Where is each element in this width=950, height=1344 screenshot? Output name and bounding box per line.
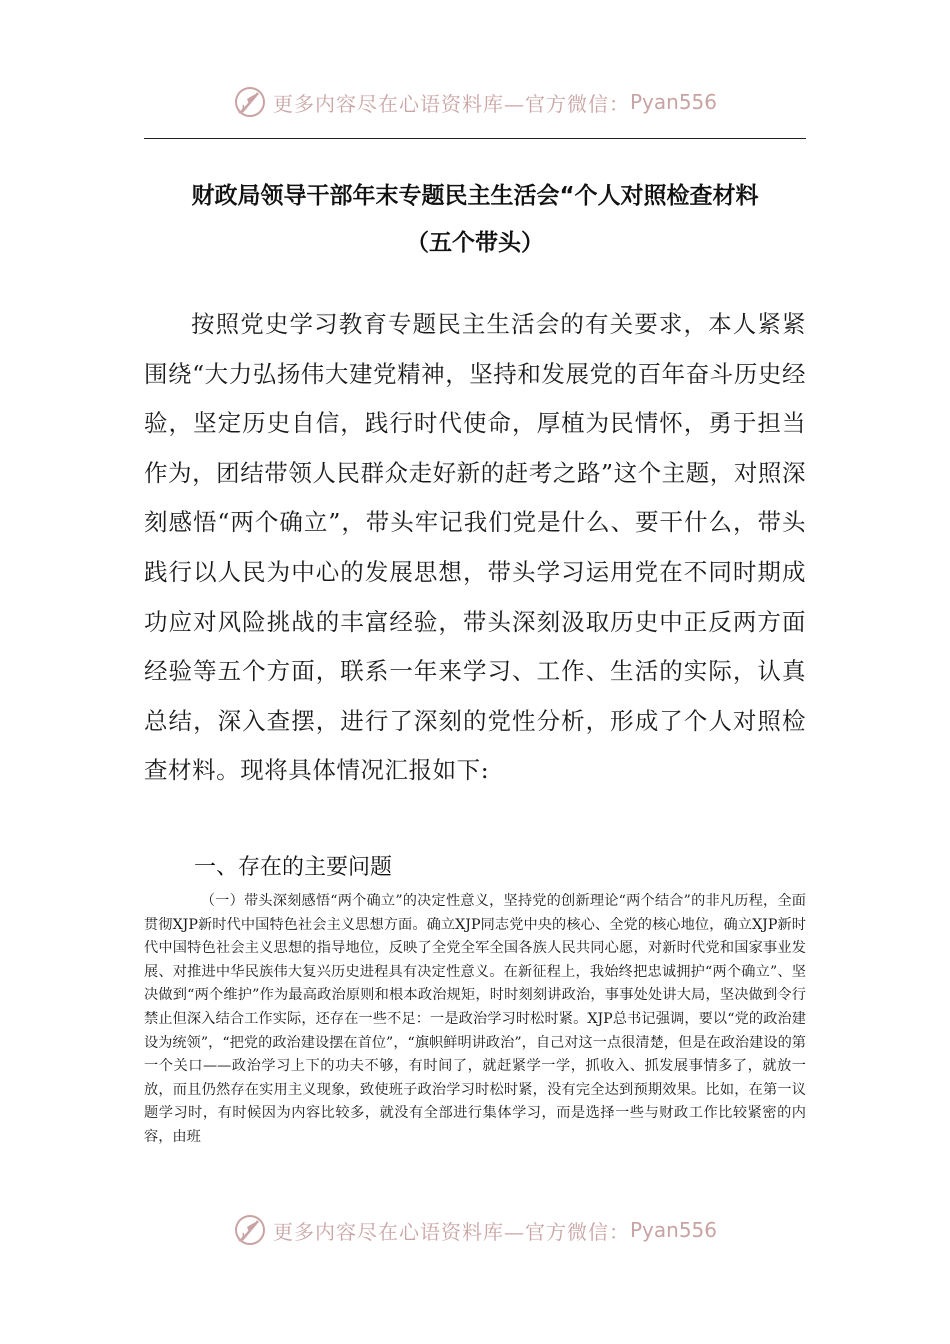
section-paragraph: （一）带头深刻感悟“两个确立”的决定性意义，坚持党的创新理论“两个结合”的非凡历程，全面贯彻XJP新时代中国特色社会主义思想方面。确立XJP同志党中央的核心、全党的核心地位，确立XJP新时代中国特色社会主义思想的指导地位，反映了全党全军全国各族人民共同心愿，对新时代党和国家事业发展、对推进中华民族伟大复兴历史进程具有决定性意义。在新征程上，我始终把忠诚拥护“两个确立”、坚决做到“两个维护”作为最高政治原则和根本政治规矩，时时刻刻讲政治，事事处处讲大局，坚决做到令行禁止但深入结合工作实际，还存在一些不足：一是政治学习时松时紧。XJP总书记强调，要以“党的政治建设为统领”，“把党的政治建设摆在首位”，“旗帜鲜明讲政治”，自己对这一点很清楚，但是在政治建设的第一个关口——政治学习上下的功夫不够，有时间了，就赶紧学一学，抓收入、抓发展事情多了，就放一放，而且仍然存在实用主义现象，致使班子政治学习时松时紧，没有完全达到预期效果。比如，在第一议题学习时，有时候因为内容比较多，就没有全部进行集体学习，而是选择一些与财政工作比较紧密的内容，由班	[144, 893, 806, 1145]
watermark-text: 更多内容尽在心语资料库—官方微信：	[272, 91, 630, 116]
quill-logo-icon	[233, 85, 267, 119]
watermark-wechat-id: Pyan556	[629, 90, 717, 114]
watermark-banner-top	[0, 82, 950, 122]
watermark-wechat-id: Pyan556	[629, 1218, 717, 1242]
watermark-banner-bottom	[0, 1210, 950, 1250]
document-title-line2: （五个带头）	[406, 230, 544, 256]
quill-logo-icon	[233, 1213, 267, 1247]
header-rule	[144, 138, 806, 139]
document-title-line1: 财政局领导干部年末专题民主生活会“个人对照检查材料	[191, 183, 759, 209]
watermark-text: 更多内容尽在心语资料库—官方微信：	[272, 1219, 630, 1244]
section-heading: 一、存在的主要问题	[194, 855, 393, 880]
intro-paragraph: 按照党史学习教育专题民主生活会的有关要求，本人紧紧围绕“大力弘扬伟大建党精神，坚持和发展党的百年奋斗历史经验，坚定历史自信，践行时代使命，厚植为民情怀，勇于担当作为，团结带领人民群众走好新的赶考之路”这个主题，对照深刻感悟“两个确立”，带头牢记我们党是什么、要干什么，带头践行以人民为中心的发展思想，带头学习运用党在不同时期成功应对风险挑战的丰富经验，带头深刻汲取历史中正反两方面经验等五个方面，联系一年来学习、工作、生活的实际，认真总结，深入查摆，进行了深刻的党性分析，形成了个人对照检查材料。现将具体情况汇报如下:	[144, 310, 806, 785]
